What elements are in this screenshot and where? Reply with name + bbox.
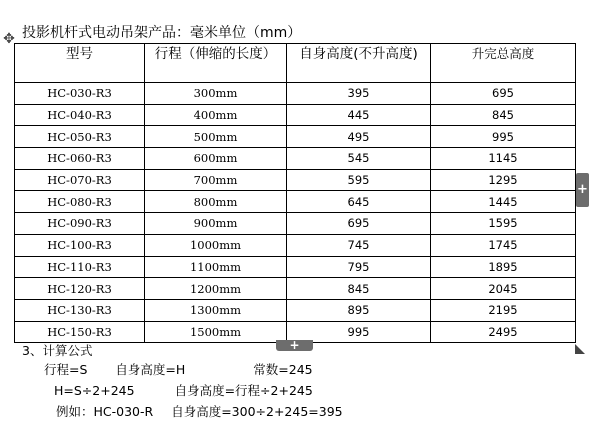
table-row xyxy=(15,126,576,148)
heading-text: 投影机杆式电动吊架产品：毫米单位（mm） xyxy=(22,25,302,41)
cell-stroke: 900mm xyxy=(145,213,287,235)
cell-self-height: 545 xyxy=(287,148,431,170)
formula-line xyxy=(54,383,313,399)
cell-total-height: 1745 xyxy=(431,234,576,256)
table-header-row xyxy=(15,44,576,83)
cell-stroke: 300mm xyxy=(145,83,287,105)
table-row xyxy=(15,104,576,126)
product-table xyxy=(14,43,576,343)
cell-self-height: 745 xyxy=(287,234,431,256)
example-line xyxy=(56,404,343,420)
definition-stroke: 行程=S xyxy=(44,362,88,377)
cell-total-height: 845 xyxy=(431,104,576,126)
cell-model: HC-110-R3 xyxy=(15,256,145,278)
add-column-button[interactable] xyxy=(576,173,589,207)
formula-section-title: 3、计算公式 xyxy=(22,343,93,358)
cell-stroke: 400mm xyxy=(145,104,287,126)
cell-stroke: 500mm xyxy=(145,126,287,148)
cell-total-height: 695 xyxy=(431,83,576,105)
plus-icon: + xyxy=(289,338,300,352)
cell-self-height: 895 xyxy=(287,299,431,321)
table-resize-handle-icon[interactable] xyxy=(575,339,585,349)
cell-self-height: 495 xyxy=(287,126,431,148)
cell-model: HC-120-R3 xyxy=(15,278,145,300)
add-row-button[interactable] xyxy=(276,340,313,351)
cell-self-height: 645 xyxy=(287,191,431,213)
plus-icon: + xyxy=(577,182,588,197)
formula-definitions xyxy=(44,362,313,378)
column-header-model: 型号 xyxy=(15,44,145,83)
definition-self-height: 自身高度=H xyxy=(115,362,186,377)
table-row xyxy=(15,148,576,170)
cell-model: HC-100-R3 xyxy=(15,234,145,256)
table-row xyxy=(15,256,576,278)
cell-total-height: 2495 xyxy=(431,321,576,343)
definition-constant: 常数=245 xyxy=(253,362,313,377)
table-row xyxy=(15,169,576,191)
cell-model: HC-130-R3 xyxy=(15,299,145,321)
cell-total-height: 1145 xyxy=(431,148,576,170)
cell-self-height: 445 xyxy=(287,104,431,126)
cell-model: HC-050-R3 xyxy=(15,126,145,148)
table-row xyxy=(15,299,576,321)
table-row xyxy=(15,213,576,235)
column-header-self-height: 自身高度(不升高度) xyxy=(287,44,431,83)
cell-model: HC-150-R3 xyxy=(15,321,145,343)
cell-self-height: 695 xyxy=(287,213,431,235)
formula-self-height: 自身高度=行程÷2+245 xyxy=(174,383,313,398)
cell-model: HC-040-R3 xyxy=(15,104,145,126)
column-header-total-height: 升完总高度 xyxy=(431,44,576,83)
cell-total-height: 1595 xyxy=(431,213,576,235)
cell-stroke: 1100mm xyxy=(145,256,287,278)
cell-total-height: 2195 xyxy=(431,299,576,321)
table-row xyxy=(15,278,576,300)
cell-stroke: 1300mm xyxy=(145,299,287,321)
cell-stroke: 700mm xyxy=(145,169,287,191)
cell-self-height: 795 xyxy=(287,256,431,278)
cell-model: HC-090-R3 xyxy=(15,213,145,235)
cell-self-height: 595 xyxy=(287,169,431,191)
column-header-stroke: 行程（伸缩的长度） xyxy=(145,44,287,83)
cell-total-height: 1895 xyxy=(431,256,576,278)
cell-self-height: 395 xyxy=(287,83,431,105)
cell-self-height: 995 xyxy=(287,321,431,343)
cell-stroke: 800mm xyxy=(145,191,287,213)
example-calculation: 自身高度=300÷2+245=395 xyxy=(171,404,343,419)
table-row xyxy=(15,83,576,105)
cell-stroke: 1000mm xyxy=(145,234,287,256)
cell-stroke: 1200mm xyxy=(145,278,287,300)
cell-model: HC-080-R3 xyxy=(15,191,145,213)
cell-stroke: 1500mm xyxy=(145,321,287,343)
cell-total-height: 995 xyxy=(431,126,576,148)
cell-model: HC-030-R3 xyxy=(15,83,145,105)
table-row xyxy=(15,234,576,256)
example-label: 例如：HC-030-R xyxy=(56,404,154,419)
cell-total-height: 1445 xyxy=(431,191,576,213)
formula-h: H=S÷2+245 xyxy=(54,383,135,398)
cell-stroke: 600mm xyxy=(145,148,287,170)
cell-total-height: 2045 xyxy=(431,278,576,300)
cell-model: HC-060-R3 xyxy=(15,148,145,170)
cell-model: HC-070-R3 xyxy=(15,169,145,191)
cell-total-height: 1295 xyxy=(431,169,576,191)
table-move-handle-icon[interactable]: ✥ xyxy=(3,31,15,47)
table-row xyxy=(15,191,576,213)
cell-self-height: 845 xyxy=(287,278,431,300)
